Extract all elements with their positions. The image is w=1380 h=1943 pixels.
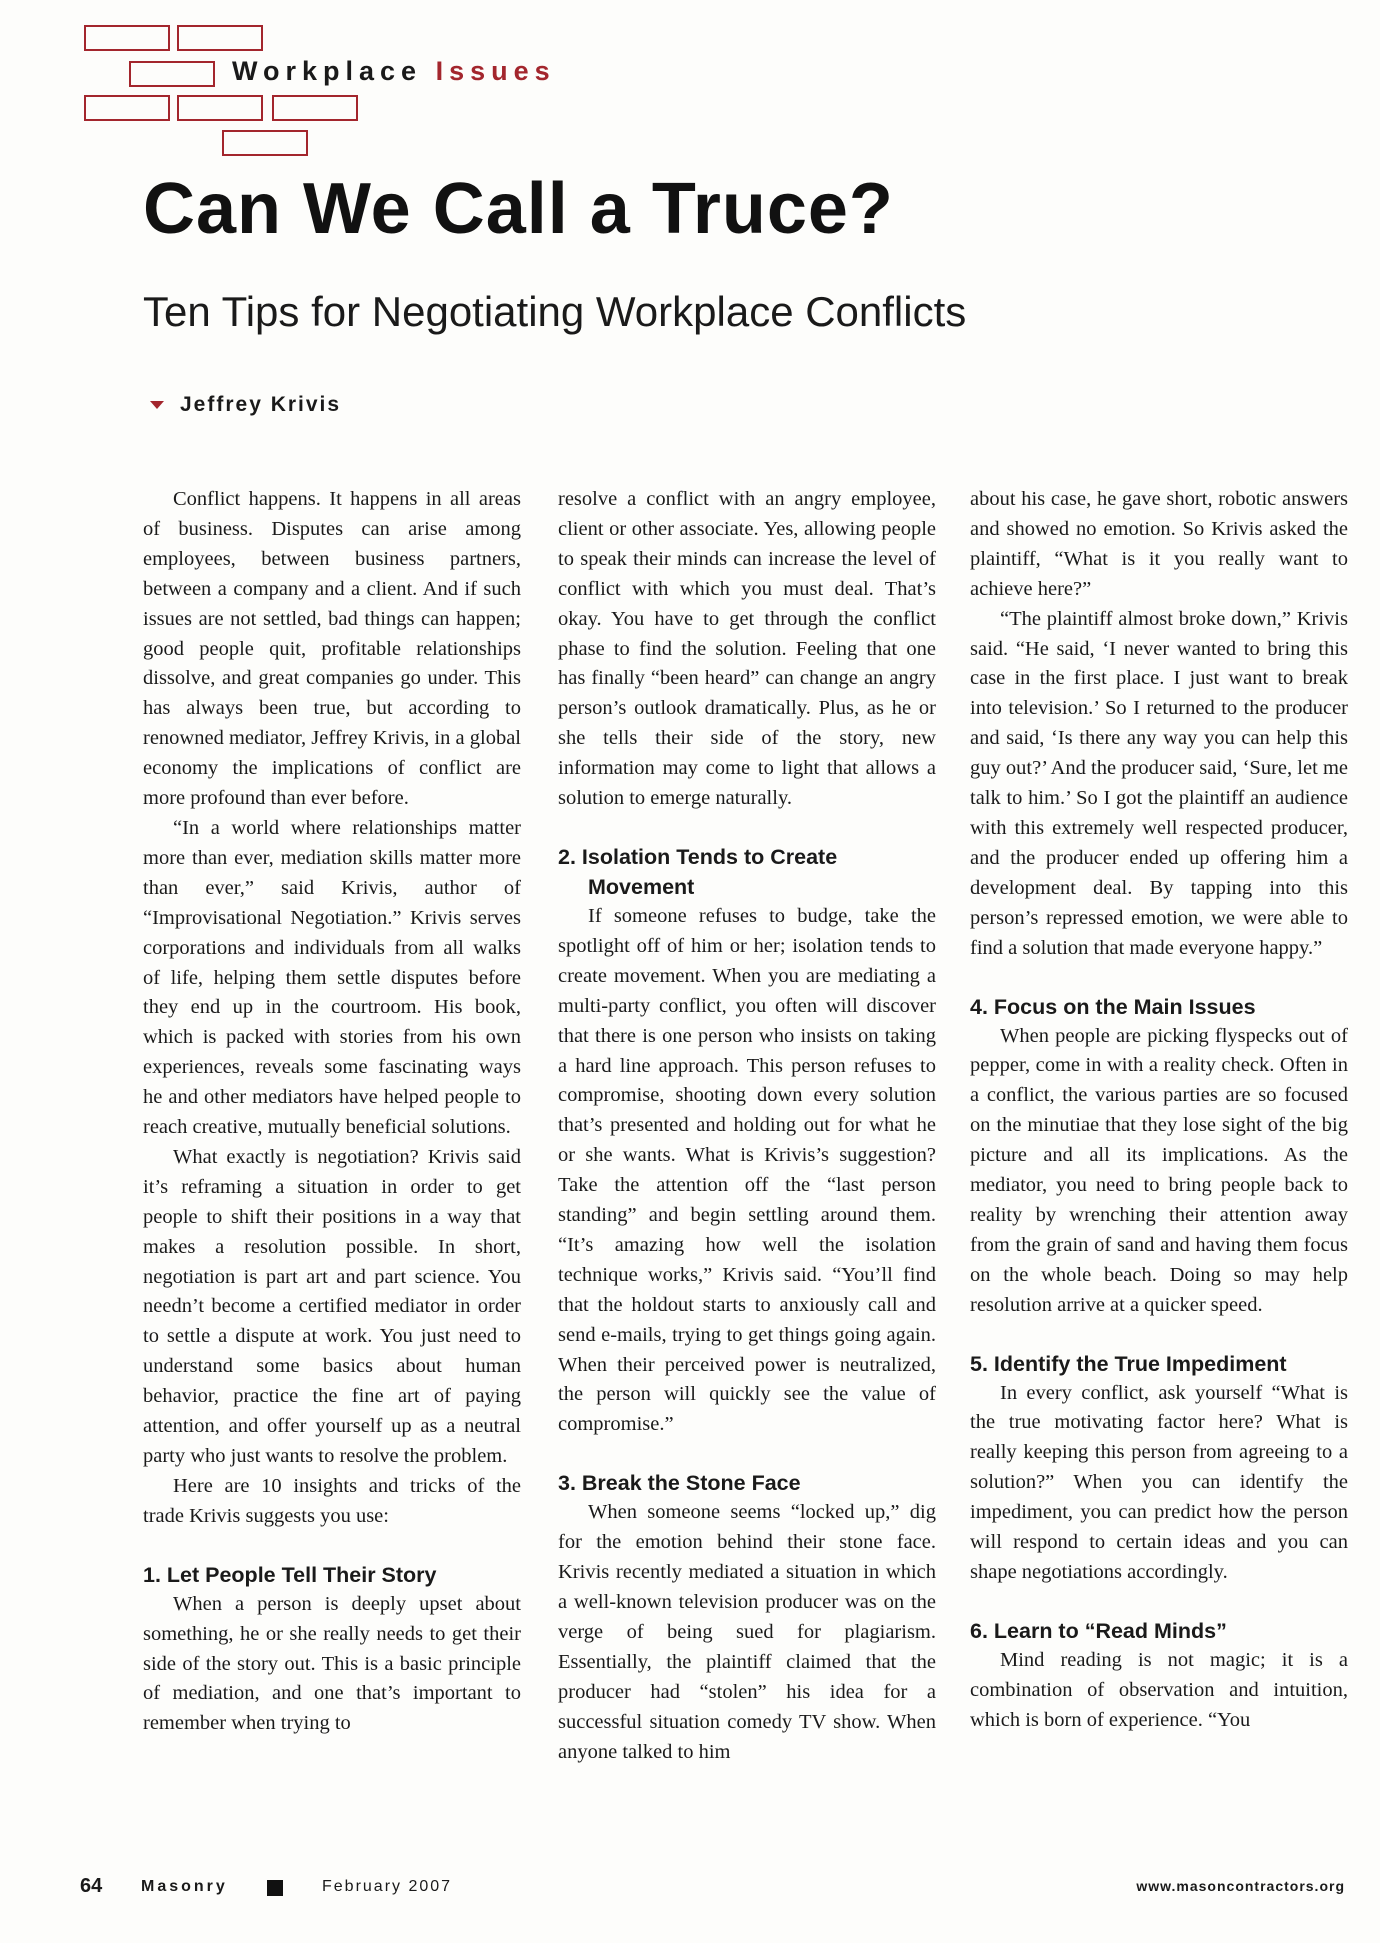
paragraph: When someone seems “locked up,” dig for the emotion behind their stone face. Krivis recently mediated a situation in which a well-known television producer was on the verge of being sued for plagiarism. Essentially, the plaintiff claimed that the producer had “stolen” his idea for a successful situation comedy TV show. When anyone talked to him: [558, 1501, 936, 1763]
tip-heading: 5. Identify the True Impediment: [970, 1351, 1287, 1376]
paragraph: about his case, he gave short, robotic answers and showed no emotion. So Krivis asked the plaintiff, “What is it you really want to achieve here?”: [970, 488, 1348, 600]
square-bullet-icon: [267, 1880, 283, 1896]
paragraph: What exactly is negotiation? Krivis said it’s reframing a situation in order to get people to shift their positions in a way that makes a resolution possible. In short, negotiation is part art and part science. You needn’t become a certified mediator in order to settle a dispute at work. You just need to understand some basics about human behavior, practice the fine art of paying attention, and offer yourself up as a neutral party who just wants to resolve the problem.: [143, 1145, 521, 1467]
author-name: Jeffrey Krivis: [180, 393, 342, 416]
paragraph: Here are 10 insights and tricks of the trade Krivis suggests you use:: [143, 1474, 521, 1527]
paragraph: If someone refuses to budge, take the spotlight off of him or her; isolation tends to create movement. When you are mediating a multi-party conflict, you often will discover that there is one person who insists on taking a hard line approach. This person refuses to compromise, shooting down every solution that’s presented and holding out for what he or she wants. What is Krivis’s suggestion? Take the attention off the “last person standing” and begin settling around them. “It’s amazing how well the isolation technique works,” Krivis said. “You’ll find that the holdout starts to anxiously call and send e-mails, trying to get things going again. When their perceived power is neutralized, the person will quickly see the value of compromise.”: [558, 904, 936, 1436]
byline: [150, 393, 341, 417]
section-kicker: [232, 56, 556, 87]
paragraph: When people are picking flyspecks out of pepper, come in with a reality check. Often in a conflict, the various parties are so focused on the minutiae that they lose sight of the big picture and all its implications. As the mediator, you need to bring people back to reality by wrenching their attention away from the grain of sand and having them focus on the whole beach. Doing so may help resolution arrive at a quicker speed.: [970, 1024, 1348, 1316]
tip-heading: 1. Let People Tell Their Story: [143, 1562, 437, 1587]
headline: Can We Call a Truce?: [143, 169, 894, 249]
section-word-1: Workplace: [232, 56, 423, 86]
subhead: Ten Tips for Negotiating Workplace Conflicts: [143, 288, 967, 335]
issue-date: February 2007: [322, 1878, 453, 1895]
brick: [84, 25, 170, 51]
triangle-down-icon: [150, 401, 164, 409]
brick: [222, 130, 308, 156]
page-number: 64: [80, 1875, 103, 1897]
tip-heading: 4. Focus on the Main Issues: [970, 994, 1256, 1019]
column-3: [970, 485, 1348, 1736]
column-2: [558, 485, 936, 1767]
paragraph: resolve a conflict with an angry employee, client or other associate. Yes, allowing people to speak their minds can increase the level of conflict with which you must deal. That’s okay. You have to get through the conflict phase to find the solution. Feeling that one has finally “been heard” can change an angry person’s outlook dramatically. Plus, as he or she tells their side of the story, new information may come to light that allows a solution to emerge naturally.: [558, 488, 936, 810]
brick: [177, 95, 263, 121]
brick: [129, 61, 215, 87]
section-word-2: Issues: [435, 56, 556, 86]
paragraph: Mind reading is not magic; it is a combination of observation and intuition, which is born of experience. “You: [970, 1648, 1348, 1731]
tip-heading: 6. Learn to “Read Minds”: [970, 1618, 1227, 1643]
paragraph: In every conflict, ask yourself “What is the true motivating factor here? What is really keeping this person from agreeing to a solution?” When you can identify the impediment, you can predict how the person will respond to certain ideas and you can shape negotiations accordingly.: [970, 1381, 1348, 1583]
website-url: www.masoncontractors.org: [1136, 1878, 1345, 1894]
paragraph: Conflict happens. It happens in all areas of business. Disputes can arise among employees, between business partners, between a company and a client. And if such issues are not settled, bad things can happen; good people quit, profitable relationships dissolve, and great companies go under. This has always been true, but according to renowned mediator, Jeffrey Krivis, in a global economy the implications of conflict are more profound than ever before.: [143, 488, 521, 810]
paragraph: When a person is deeply upset about something, he or she really needs to get their side of the story out. This is a basic principle of mediation, and one that’s important to remember when trying to: [143, 1592, 521, 1735]
tip-heading: 3. Break the Stone Face: [558, 1471, 801, 1496]
page-footer: [0, 1875, 1380, 1905]
magazine-name: Masonry: [141, 1878, 228, 1895]
column-1: [143, 485, 521, 1739]
tip-heading: 2. Isolation Tends to Create Movement: [558, 844, 838, 899]
brick: [272, 95, 358, 121]
paragraph: “In a world where relationships matter more than ever, mediation skills matter more than ever,” said Krivis, author of “Improvisational Negotiation.” Krivis serves corporations and individuals from all walks of life, helping them settle disputes before they end up in the courtroom. His book, which is packed with stories from his own experiences, reveals some fascinating ways he and other mediators have helped people to reach creative, mutually beneficial solutions.: [143, 816, 521, 1139]
brick: [84, 95, 170, 121]
brick: [177, 25, 263, 51]
paragraph: “The plaintiff almost broke down,” Krivis said. “He said, ‘I never wanted to bring this case in the first place. I just want to break into television.’ So I returned to the producer and said, ‘Is there any way you can help this guy out?’ And the producer said, ‘Sure, let me talk to him.’ So I got the plaintiff an audience with this extremely well respected producer, and the producer ended up offering him a development deal. By tapping into this person’s repressed emotion, we were able to find a solution that made everyone happy.”: [970, 607, 1348, 959]
